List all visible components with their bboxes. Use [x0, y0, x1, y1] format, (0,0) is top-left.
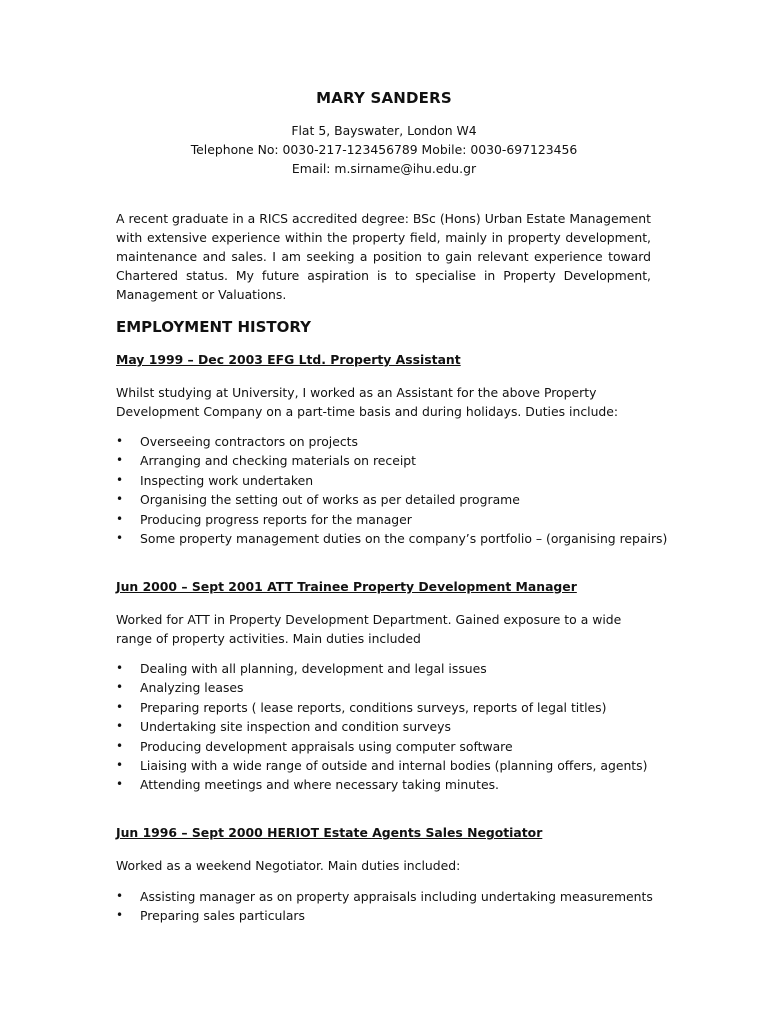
- bullet-icon: •: [116, 434, 124, 448]
- duty-item: • Some property management duties on the company’s portfolio – (organising repairs): [116, 529, 676, 548]
- bullet-icon: •: [116, 453, 124, 468]
- employment-history-heading: EMPLOYMENT HISTORY: [116, 318, 311, 336]
- duty-item: • Overseeing contractors on projects: [116, 432, 676, 451]
- bullet-icon: •: [116, 680, 124, 695]
- duty-item: • Arranging and checking materials on receipt: [116, 451, 676, 470]
- candidate-name: MARY SANDERS: [316, 89, 452, 107]
- bullet-icon: •: [116, 719, 124, 734]
- job-title: Jun 2000 – Sept 2001 ATT Trainee Property Development Manager: [116, 579, 577, 594]
- bullet-icon: •: [116, 472, 124, 487]
- job-title: Jun 1996 – Sept 2000 HERIOT Estate Agents Sales Negotiator: [116, 825, 543, 840]
- bullet-icon: •: [116, 777, 124, 792]
- duties-list: [116, 432, 676, 548]
- duty-item: • Assisting manager as on property appraisals including undertaking measurements: [116, 887, 676, 906]
- address-line: Flat 5, Bayswater, London W4: [291, 123, 477, 138]
- bullet-icon: •: [116, 661, 124, 675]
- job-title: May 1999 – Dec 2003 EFG Ltd. Property Assistant: [116, 352, 461, 367]
- duty-item: • Attending meetings and where necessary taking minutes.: [116, 775, 676, 794]
- bullet-icon: •: [116, 738, 124, 753]
- email-line: Email: m.sirname@ihu.edu.gr: [291, 161, 477, 176]
- duty-item: • Dealing with all planning, development and legal issues: [116, 659, 676, 678]
- bullet-icon: •: [116, 511, 124, 526]
- duty-item: • Liaising with a wide range of outside and internal bodies (planning offers, agents): [116, 756, 676, 775]
- duty-item: • Producing development appraisals using computer software: [116, 737, 676, 756]
- bullet-icon: •: [116, 699, 124, 714]
- duty-item: • Preparing reports ( lease reports, conditions surveys, reports of legal titles): [116, 698, 676, 717]
- job-description: Worked as a weekend Negotiator. Main duties included:: [116, 858, 461, 873]
- duty-item: • Undertaking site inspection and condition surveys: [116, 717, 676, 736]
- duty-item: • Analyzing leases: [116, 678, 676, 697]
- duty-item: • Inspecting work undertaken: [116, 471, 676, 490]
- job-description: Worked for ATT in Property Development Department. Gained exposure to a wide range of property activities. Main duties included: [116, 612, 622, 646]
- job-description: Whilst studying at University, I worked as an Assistant for the above Property Development Company on a part-time basis and during holidays. Duties include:: [116, 385, 619, 419]
- duty-item: • Organising the setting out of works as per detailed programe: [116, 490, 676, 509]
- bullet-icon: •: [116, 908, 124, 923]
- bullet-icon: •: [116, 889, 124, 903]
- duties-list: [116, 887, 676, 926]
- bullet-icon: •: [116, 757, 124, 772]
- duties-list: [116, 659, 676, 795]
- phone-line: Telephone No: 0030-217-123456789 Mobile: 0030-697123456: [190, 142, 578, 157]
- bullet-icon: •: [116, 492, 124, 507]
- summary-paragraph: A recent graduate in a RICS accredited degree: BSc (Hons) Urban Estate Management with extensive experience within the property field, mainly in property development, maintenance and sales. I am seeking a position to gain relevant experience toward Chartered status. My future aspiration is to specialise in Property Development, Management or Valuations.: [116, 211, 651, 302]
- bullet-icon: •: [116, 530, 124, 545]
- duty-item: • Producing progress reports for the manager: [116, 510, 676, 529]
- duty-item: • Preparing sales particulars: [116, 906, 676, 925]
